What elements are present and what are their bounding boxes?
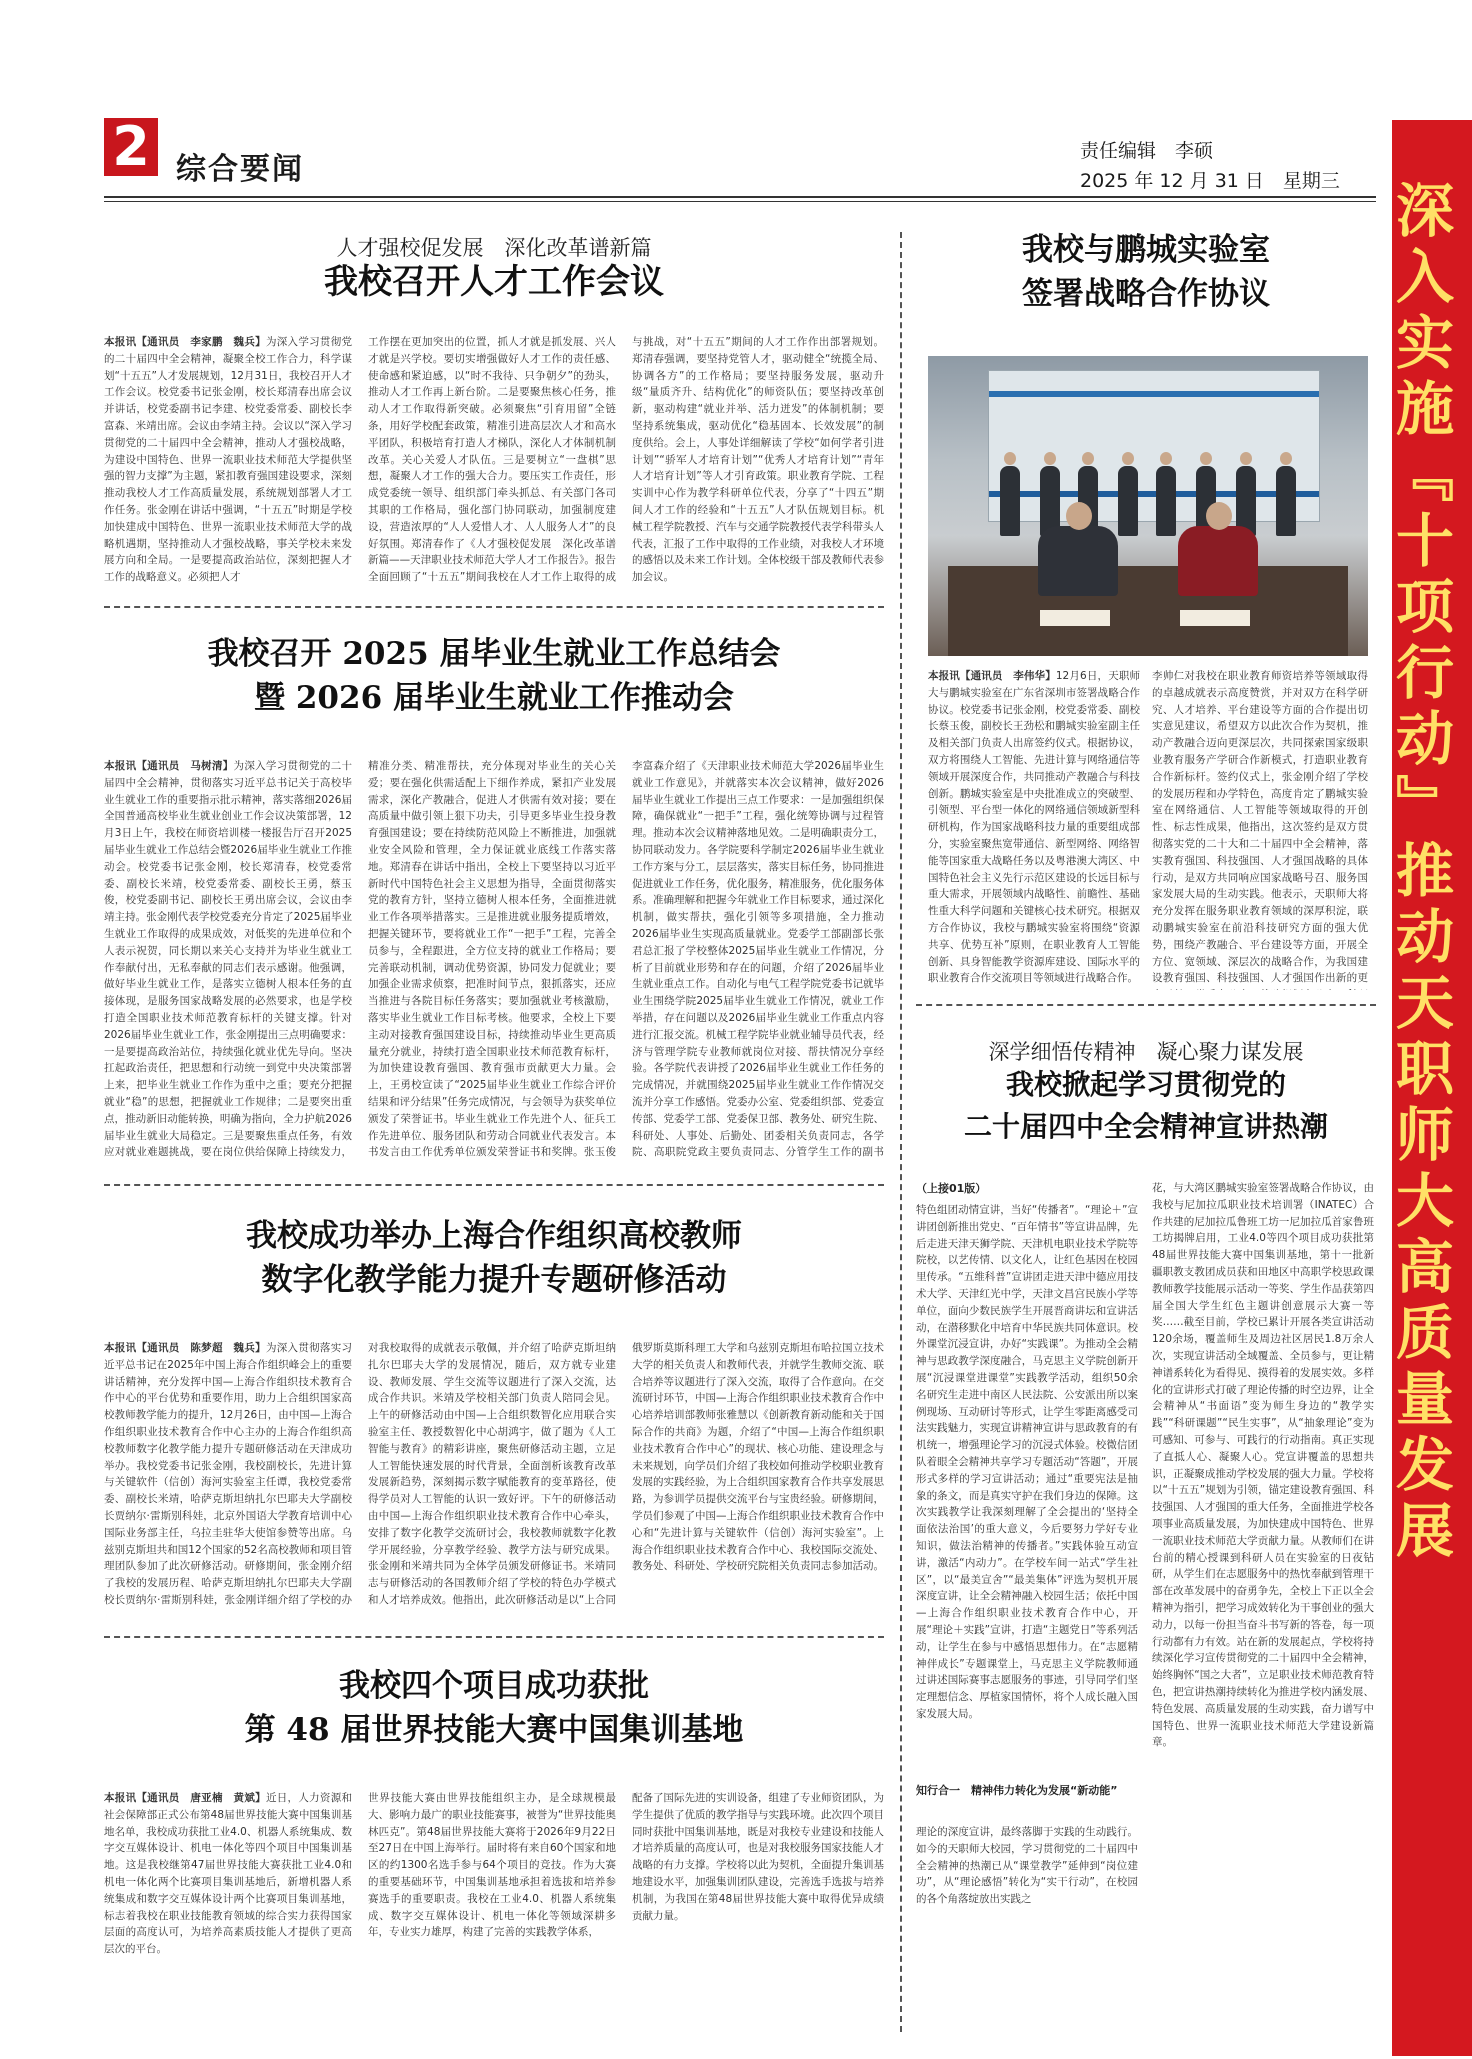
pengcheng-text-2: 李帅仁对我校在职业教育师资培养等领域取得的卓越成就表示高度赞赏，并对双方在科学研究、人才培养、平台建设等方面的合作提出切实意见建议，希望双方以此次合作为契机，推动产教融合迈向更深层次，共同探索国家级职业教育服务产学研合作新模式，打造职业教育合作新标杆。签约仪式上，张金刚介绍了学校的发展历程和办学特色，高度肯定了鹏城实验室在网络通信、人工智能等领域取得的开创性、标志性成果，他指出，这次签约是双方贯彻落实党的二十大和二十届四中全会精神，落实教育强国、科技强国、人才强国战略的具体行动，是双方共同响应国家战略号召、服务国家发展大局的生动实践。他表示，天职师大将充分发挥在服务职业教育领域的深厚积淀，联动鹏城实验室在前沿科技研究方面的强大优势，围绕产教融合、平台建设等方面，开展全方位、宽领域、深层次的战略合作，为我国建设教育强国、科技强国、人才强国作出新的更 (1152, 670, 1368, 985)
employment-headline-2: 暨 2026 届毕业生就业工作推动会 (254, 680, 734, 716)
talent-headline: 我校召开人才工作会议 (324, 262, 664, 302)
employment-col-1 (104, 758, 352, 1160)
study-text-2: 花，与大湾区鹏城实验室签署战略合作协议，由我校与尼加拉瓜职业技术培训署（INATEC）合作共建的尼加拉瓜鲁班工坊一尼加拉瓜首家鲁班工坊揭牌启用，工业4.0等四个项目成功获批第48届世界技能大赛中国集训基地，第十一批新疆职教支教团成员获和田地区中高职学校思政课教师教学技能展示活动一等奖、学生作品获第四届全国大学生红色主题讲创意展示大赛一等奖……截至目前，学校已累计开展各类宣讲活动120余场，覆盖师生及周边社区居民1.8万余人次，实现宣讲活动全域覆盖、全员参与，更让精神谱系转化为看得见、摸得着的发展实效。多样化的宣讲形式打破了理论传播的时空边界，让全会精神从“书面语”变为师生身边的“教学实践”“科研课题”“民生实事”，从“抽象理论”变为可感知、可参与、可践行的行动指南。真正实现了直抵人心、凝聚人心。党宣讲覆盖的思想共识，正凝聚成推动学校发展的强大力量。学校将以“十五五”规划为引领，锚定建设教育强国、科技强国、人才强国的重大任务，全面推进学校各项事业高质量发展，为加快建成中国特色、世界一流职业技术师范大学贡献力量。从教师们在讲台前的精心授课到科研人员在实验室的日夜钻研，从学生们在志愿服务中的热忱奉献到管理干部在改革发展中的奋勇争先，全校上下正以全会精神为指引，把学习成效转化为干事创业的强大动力，以每一份担当奋斗书写新的答卷，每一项行动都有力有效。站在新的发展起点，学校将持续深化学习宣传贯彻党的二十届四中全会精神，始终胸怀“国之大者”，立足职业技术师范教育特色，把宣讲热潮持续转化为推进学校内涵发展、特色发展、高质量发展的生动实践，奋力谱写中国特色、世界一流职业技术师范大学建设新篇章。 (1152, 1182, 1374, 1749)
section-divider (104, 1636, 884, 1638)
continued-note: （上接01版） (916, 1182, 987, 1195)
shanghai-text-2: 对我校取得的成就表示敬佩，并介绍了哈萨克斯坦纳扎尔巴耶夫大学的发展情况，随后，双方就专业建设、教师发展、学生交流等议题进行了深入交流，达成合作共识。米靖及学校相关部门负责人陪同会见。上午的研修活动由中国—上合组织数智化应用联合实验室主任、教授数智化中心胡鸿宇，做了题为《人工智能与教育》的精彩讲座，聚焦研修活动主题，立足人工智能快速发展的时代背景，全面剖析该教育改革发展新趋势，深刻揭示数字赋能教育的变革路径，使得学员对人工智能的认识一致好评。下午的研修活动由中国—上海合作组织职业技术教育合作中心牵头，安排了数字化教学交流研讨会，我校教师就数字化教学开展经验，分享教学经验、教学方法与研究成果。张金刚和米靖共同为全体学员颁发研修证书。米靖同志与研修活动的各国教师介绍了学校的特色办学模式和人才培养成效。他指出，此次研修活动是以“上合同 (368, 1342, 616, 1606)
study-headline-2: 二十届四中全会精神宣讲热潮 (963, 1110, 1328, 1143)
shanghai-col-2 (368, 1340, 616, 1606)
section-divider (916, 1004, 1376, 1006)
attendee-figure (1156, 466, 1176, 536)
employment-col-2 (368, 758, 616, 1160)
study-text-tail: 理论的深度宣讲，最终落脚于实践的生动践行。如今的天职师大校园，学习贯彻党的二十届四中全会精神的热潮已从“课堂教学”延伸到“岗位建功”，从“理论感悟”转化为“实干行动”，在校园的各个角落绽放出实践之 (916, 1826, 1138, 1906)
pengcheng-headline-2: 签署战略合作协议 (1022, 276, 1270, 312)
worldskills-text-2: 世界技能大赛由世界技能组织主办，是全球规模最大、影响力最广的职业技能赛事，被誉为“世界技能奥林匹克”。第48届世界技能大赛将于2026年9月22日至27日在中国上海举行。届时将有来自60个国家和地区的约1300名选手参与64个项目的竞技。作为大赛的重要基础环节，中国集训基地承担着选拔和培养参赛选手的重要职责。我校在工业4.0、机器人系统集成、数字交互媒体设计、机电一体化等领域深耕多年，专业实力雄厚，构建了完善的实践教学体系， (368, 1792, 616, 1939)
worldskills-headline-2: 第 48 届世界技能大赛中国集训基地 (244, 1712, 744, 1748)
worldskills-col-1 (104, 1790, 352, 2020)
attendee-figure (1000, 466, 1020, 536)
column-divider (900, 232, 902, 2032)
page-number: 2 (104, 118, 158, 176)
issue-date: 2025 年 12 月 31 日 星期三 (1080, 170, 1340, 192)
signer-left (1038, 526, 1118, 596)
shanghai-col-1 (104, 1340, 352, 1606)
employment-col-3 (632, 758, 884, 1160)
talent-col-2 (368, 334, 616, 584)
banner-slogan: 深入实施『十项行动』推动天职师大高质量发展 (1386, 180, 1454, 1566)
pengcheng-text-1: 12月6日，天职师大与鹏城实验室在广东省深圳市签署战略合作协议。校党委书记张金刚，校党委常委、副校长蔡玉俊，副校长王劲松和鹏城实验室副主任及相关部门负责人出席签约仪式。根据协议，双方将围绕人工智能、先进计算与网络通信等领域开展深度合作，共同推动产教融合与科技创新。鹏城实验室是中央批准成立的突破型、引领型、平台型一体化的网络通信领域新型科研机构，作为国家战略科技力量的重要组成部分，实验室聚焦宽带通信、新型网络、网络智能等国家重大战略任务以及粤港澳大湾区、中国特色社会主义先行示范区建设的长远目标与重大需求，开展领域内战略性、前瞻性、基础性重大科学问题和关键核心技术研究。根据双方合作协议，我校与鹏城实验室将围绕“资源共享、优势互补”原则，在职业教育人工智能创新、具身智能教学资源库建设、国际水平的职业教育合作交流项目等领域进行战略合作。 (928, 670, 1140, 985)
shanghai-headline-1: 我校成功举办上海合作组织高校教师 (246, 1218, 742, 1254)
side-banner (1386, 120, 1472, 2056)
employment-byline: 本报讯【通讯员 马树清】 (104, 760, 234, 772)
study-kicker: 深学细悟传精神 凝心聚力谋发展 (988, 1040, 1304, 1064)
editor-line: 责任编辑 李硕 (1080, 140, 1214, 162)
header-rule-thin (104, 201, 1376, 202)
header-rule (104, 196, 1376, 198)
shanghai-text-1: 为深入贯彻落实习近平总书记在2025年中国上海合作组织峰会上的重要讲话精神，充分发挥中国—上海合作组织技术教育合作中心的平台优势和重要作用，助力上合组织国家高校教师教学能力的提升，12月26日，由中国—上海合作组织职业技术教育合作中心主办的上海合作组织高校教师数字化教学能力提升专题研修活动在天津成功举办。我校党委书记张金刚，我校副校长，先进计算与关键软件（信创）海河实验室主任谭，我校党委常委、副校长米靖，哈萨克斯坦纳扎尔巴耶夫大学副校长贾纳尔·雷斯别科娃，北京外国语大学教育培训中心国际业务部主任，乌拉圭驻华大使馆参赞等出席。乌兹别克斯坦共和国12个国家的52名高校教师和项目管理团队参加了此次研修活动。研修期间，张金刚介绍了我校的发展历程、哈萨克斯坦纳扎尔巴耶夫大学副校长贾纳尔·雷斯别科娃，张金刚详细介绍了学校的办 (104, 1342, 352, 1606)
shanghai-headline-2: 数字化教学能力提升专题研修活动 (261, 1262, 727, 1298)
worldskills-headline-1: 我校四个项目成功获批 (339, 1668, 649, 1704)
employment-text-2: 精准分类、精准帮扶，充分体现对毕业生的关心关爱；要在强化供需适配上下细作养成，紧扣产业发展需求，深化产教融合，促进人才供需有效对接；要在高质量中做引领上狠下功夫，引导更多毕业生投身教育强国建设；要在持续防范风险上不断推进，加强就业安全风险和管理，全力保证就业底线工作落实落地。郑清春在讲话中指出，全校上下要坚持以习近平新时代中国特色社会主义思想为指导，全面贯彻落实党的教育方针，坚持立德树人根本任务，全面推进就业工作各项举措落实。三是推进就业服务提质增效，把握关键环节，要将就业工作“一把手”工程，完善全员参与，全程跟进，全方位支持的就业工作格局；要完善联动机制，调动优势资源，协同发力促就业；要加强企业需求侦察，把准时间节点，狠抓落实，还应当推进与各院目标任务落实；要加强就业考核激励，落实毕业生就业工作目标考核。他要求，全校上下要主动对接教育强国建设目标，持续推动毕业生更高质量充分就业，持续打造全国职业技术师范教育标杆，为加快建设教育强国、教育强市贡献更大力量。会上，王勇校宣读了“2025届毕业生就业工作综合评价结果和评分结果”任务完成情况，与会领导为获奖单位颁发了荣誉证书。毕业生就业工作先进个人、征兵工作先进单位、服务团队和劳动合同就业代表发言。本书发言由工作优秀单位颁发荣誉证书和奖牌。张玉俊 (368, 760, 616, 1159)
shanghai-text-3: 俄罗斯莫斯科理工大学和乌兹别克斯坦布哈拉国立技术大学的相关负责人和教师代表，并就学生教师交流、联合培养等议题进行了深入交流，取得了合作意向。在交流研讨环节，中国—上海合作组织职业技术教育合作中心培养培训部教师张雅慧以《创新教育新动能和关于国际合作的共商》为题，介绍了“中国—上海合作组织职业技术教育合作中心”的现状、核心功能、建设理念与未来规划，向学员们介绍了我校如何推动学校职业教育发展的实践经验，为上合组织国家教育合作共享发展思路，为参训学员提供交流平台与宝贵经验。研修期间，学员们参观了中国—上海合作组织职业技术教育合作中心和“先进计算与关键软件（信创）海河实验室”。上海合作组织职业技术教育合作中心、我校国际交流处、教务处、科研处、学校研究院相关负责同志参加活动。 (632, 1342, 884, 1573)
section-title: 综合要闻 (176, 152, 304, 187)
pengcheng-byline: 本报讯【通讯员 李伟华】 (928, 670, 1056, 682)
stage-backdrop (988, 370, 1320, 522)
talent-text-2: 工作摆在更加突出的位置，抓人才就是抓发展、兴人才就是兴学校。要切实增强做好人才工作的责任感、使命感和紧迫感，以“时不我待、只争朝夕”的劲头，推动人才工作再上新台阶。二是要聚焦核心任务，推动人才工作取得新突破。必须聚焦“引育用留”全链条，用好学校配套政策，精准引进高层次人才和高水平团队，积极培育打造人才梯队，深化人才体制机制改革。关心关爱人才队伍。三是要树立“一盘棋”思想，凝聚人才工作的强大合力。要压实工作责任，形成党委统一领导、组织部门牵头抓总、有关部门各司其职的工作格局，强化部门协同联动，加强制度建设，营造浓厚的“人人爱惜人才、人人服务人才”的良好氛围。郑清春作了《人才强校促发展 深化改革谱新篇——天津职业技术师范大学人才工作报告》。报告全面回顾了“十五五”期间我校在人才工作上取得的成 (368, 336, 616, 584)
study-text-1: 特色组团动情宣讲，当好“传播者”。“理论＋”宣讲团创新推出党史、“百年情书”等宣讲品牌，先后走进天津天狮学院、天津机电职业技术学院等院校，以艺传情、以文化人，让红色基因在校园里传承。“五维科普”宣讲团走进天津中德应用技术大学、天津红光中学，天津文昌宫民族小学等单位，面向少数民族学生开展晋商讲坛和宣讲活动，在潜移默化中培育中华民族共同体意识。校外课堂沉浸宣讲，办好“实践课”。为推动全会精神与思政教学深度融合，马克思主义学院创新开展“沉浸课堂进课堂”实践教学活动，组织50余名研究生走进中南区人民法院、公安派出所以案例现场、互动研讨等形式，让学生零距离感受司法实践魅力，实现宣讲精神宣讲与思政教育的有机统一，增强理论学习的沉浸式体验。校微信团队着眼全会精神共享学习专题活动“答题”，开展形式多样的学习宣讲活动；通过“重要宪法是抽象的条文，而是真实守护在我们身边的保障。这次实践教学让我深刻理解了全会提出的‘坚持全面依法治国’的重大意义，今后要努力学好专业知识，做法治精神的传播者。”实践体验互动宣讲，激活“内动力”。在学校车间一站式“学生社区”，以“最美宣舍”“最美集体”评选为契机开展深度宣讲，让全会精神融入校园生活；依托中国—上海合作组织职业技术教育合作中心，开展“理论＋实践”宣讲，打造“主题党日”等系列活动，让学生在参与中感悟思想伟力。在“志愿精神伴成长”专题课堂上，马克思主义学院教师通过讲述国际赛事志愿服务的事迹，引导同学们坚定理想信念、厚植家国情怀，将个人成长融入国家发展大局。 (916, 1204, 1138, 1720)
employment-text-3: 李富森介绍了《天津职业技术师范大学2026届毕业生就业工作意见》，并就落实本次会议精神，做好2026届毕业生就业工作提出三点工作要求：一是加强组织保障，确保就业“一把手”工程，强化统筹协调与过程管理。推动本次会议精神落地见效。二是明确职责分工，协同联动发力。各学院要科学制定2026届毕业生就业工作方案与分工，层层落实，落实目标任务，协同推进促进就业工作任务，优化服务，精准服务，优化服务体系。准确理解和把握今年就业工作目标要求，通过深化机制，做实帮扶，强化引领等多项措施，全力推动2026届毕业生实现高质量就业。党委学工部副部长张君总汇报了学校整体2025届毕业生就业工作情况，分析了目前就业形势和存在的问题，介绍了2026届毕业生就业重点工作。自动化与电气工程学院党委书记就毕业生围绕学院2025届毕业生就业工作情况，就业工作举措，存在问题以及2026届毕业生就业工作重点内容进行汇报交流。机械工程学院毕业就业辅导员代表，经济与管理学院专业教师就岗位对接、帮扶情况分享经验。各学院代表讲授了2026届毕业生就业工作任务的完成情况，并就围绕2025届毕业生就业工作作情况交流并分享工作感悟。党委办公室、党委组织部、党委宣传部、党委学工部、党委保卫部、教务处、研究生院、科研处、人事处、后勤处、团委相关负责同志，各学院、高职院党政主要负责同志、分管学生工作的副书 (632, 760, 884, 1159)
employment-headline-1: 我校召开 2025 届毕业生就业工作总结会 (207, 636, 781, 672)
name-plaque (1180, 610, 1250, 626)
signing-ceremony-photo (928, 356, 1368, 656)
pengcheng-headline-1: 我校与鹏城实验室 (1022, 232, 1270, 268)
talent-col-1 (104, 334, 352, 584)
study-col-2 (1152, 1180, 1374, 2030)
attendee-figure (1118, 466, 1138, 536)
worldskills-col-3 (632, 1790, 884, 2020)
shanghai-byline: 本报讯【通讯员 陈梦超 魏兵】 (104, 1342, 266, 1354)
talent-kicker: 人才强校促发展 深化改革谱新篇 (336, 236, 652, 260)
name-plaque (1040, 610, 1110, 626)
study-subheading: 知行合一 精神伟力转化为发展“新动能” (916, 1784, 1118, 1797)
worldskills-col-2 (368, 1790, 616, 2020)
section-divider (104, 606, 884, 608)
talent-text-1: 为深入学习贯彻党的二十届四中全会精神，凝聚全校工作合力，科学谋划“十五五”人才发展规划，12月31日，我校召开人才工作会议。校党委书记张金刚，校长郑清春出席会议并讲话，校党委副书记李建、校党委常委、副校长李富森、米靖出席。会议由李靖主持。会议以“深入学习贯彻党的二十届四中全会精神，推动人才强校战略，为建设中国特色、世界一流职业技术师范大学提供坚强的智力支撑”为主题，紧扣教育强国建设要求，深刻推动我校人才工作高质量发展，系统规划部署人才工作任务。张金刚在讲话中强调，“十五五”时期是学校加快建成中国特色、世界一流职业技术师范大学的战略机遇期，坚持推动人才强校战略，事关学校未来发展方向和全局。一是要提高政治站位，深刻把握人才工作的战略意义。必须把人才 (104, 336, 352, 584)
worldskills-text-1: 近日，人力资源和社会保障部正式公布第48届世界技能大赛中国集训基地名单，我校成功获批工业4.0、机器人系统集成、数字交互媒体设计、机电一体化等四个项目中国集训基地。这是我校继第47届世界技能大赛获批工业4.0和机电一体化两个比赛项目集训基地后，新增机器人系统集成和数字交互媒体设计两个比赛项目集训基地，标志着我校在职业技能教育领域的综合实力获得国家层面的高度认可，为培养高素质技能人才提供了更高层次的平台。 (104, 1792, 352, 1956)
section-divider (104, 1184, 884, 1186)
pengcheng-col-1 (928, 668, 1140, 990)
employment-text-1: 为深入学习贯彻党的二十届四中全会精神，贯彻落实习近平总书记关于高校毕业生就业工作的重要指示批示精神，落实落细2026届全国普通高校毕业生就业创业工作会议决策部署，12月3日上午，我校在师资培训楼一楼报告厅召开2025届毕业生就业工作总结会暨2026届毕业生就业工作推动会。校党委书记张金刚，校长郑清春，校党委常委、副校长米靖，校党委常委、副校长王勇，蔡玉俊，校党委副书记、副校长王勇出席会议，会议由李靖主持。张金刚代表学校党委充分肯定了2025届毕业生就业工作取得的成果成效，对低奖的先进单位和个人表示祝贺，同长期以来关心支持并为毕业生就业工作奉献付出，无私奉献的同志们表示感谢。他强调，做好毕业生就业工作，是落实立德树人根本任务的直接体现，是服务国家战略发展的必然要求，也是学校打造全国职业技术师范教育标杆的关键支撑。针对2026届毕业生就业工作，张金刚提出三点明确要求：一是要提高政治站位，持续强化就业优先导向。坚决扛起政治责任，把思想和行动统一到党中央决策部署上来，把毕业生就业工作作为重中之重；要充分把握就业“稳”的思想，把握就业工作规律；二是要突出重点，推动新旧动能转换，明确为指向，全力护航2026届毕业生就业大局稳定。三是要聚焦重点任务，有效应对就业难题挑战，要在岗位供给保障上持续发力， (104, 760, 352, 1159)
study-headline-1: 我校掀起学习贯彻党的 (1005, 1068, 1286, 1101)
talent-col-3 (632, 334, 884, 584)
worldskills-byline: 本报讯【通讯员 唐亚楠 黄斌】 (104, 1792, 266, 1804)
signing-table (948, 566, 1348, 656)
signer-right (1178, 526, 1258, 596)
talent-byline: 本报讯【通讯员 李家鹏 魏兵】 (104, 336, 266, 348)
attendee-figure (1276, 466, 1296, 536)
talent-text-3: 与挑战，对“十五五”期间的人才工作作出部署规划。郑清春强调，要坚持党管人才，驱动健全“统揽全局、协调各方”的工作格局；要坚持服务发展，驱动升级“量质齐升、结构优化”的师资队伍；要坚持改革创新，驱动构建“就业并举、活力迸发”的体制机制；要坚持系统集成，驱动优化“稳基固本、长效发展”的制度供给。会上，人事处详细解读了学校“如何学者引进计划”“骄军人才培育计划”“优秀人才培育计划”“青年人才培育计划”等人才引育政策。职业教育学院、工程实训中心作为教学科研单位代表，分享了“十四五”期间人才工作的经验和“十五五”人才队伍规划目标。机械工程学院教授、汽车与交通学院教授代表学科带头人代表，汇报了工作中取得的工作业绩，对我校人才环境的感悟以及未来工作计划。全体校级干部及教师代表参加会议。 (632, 336, 884, 584)
study-col-1 (916, 1202, 1138, 1768)
pengcheng-col-2 (1152, 668, 1368, 990)
study-col-1-tail (916, 1824, 1138, 2030)
shanghai-col-3 (632, 1340, 884, 1606)
worldskills-text-3: 配备了国际先进的实训设备，组建了专业师资团队，为学生提供了优质的教学指导与实践环境。此次四个项目同时获批中国集训基地，既是对我校专业建设和技能人才培养质量的高度认可，也是对我校服务国家技能人才战略的有力支撑。学校将以此为契机，全面提升集训基地建设水平，加强集训团队建设，完善选手选拔与培养机制，为我国在第48届世界技能大赛中取得优异成绩贡献力量。 (632, 1792, 884, 1922)
